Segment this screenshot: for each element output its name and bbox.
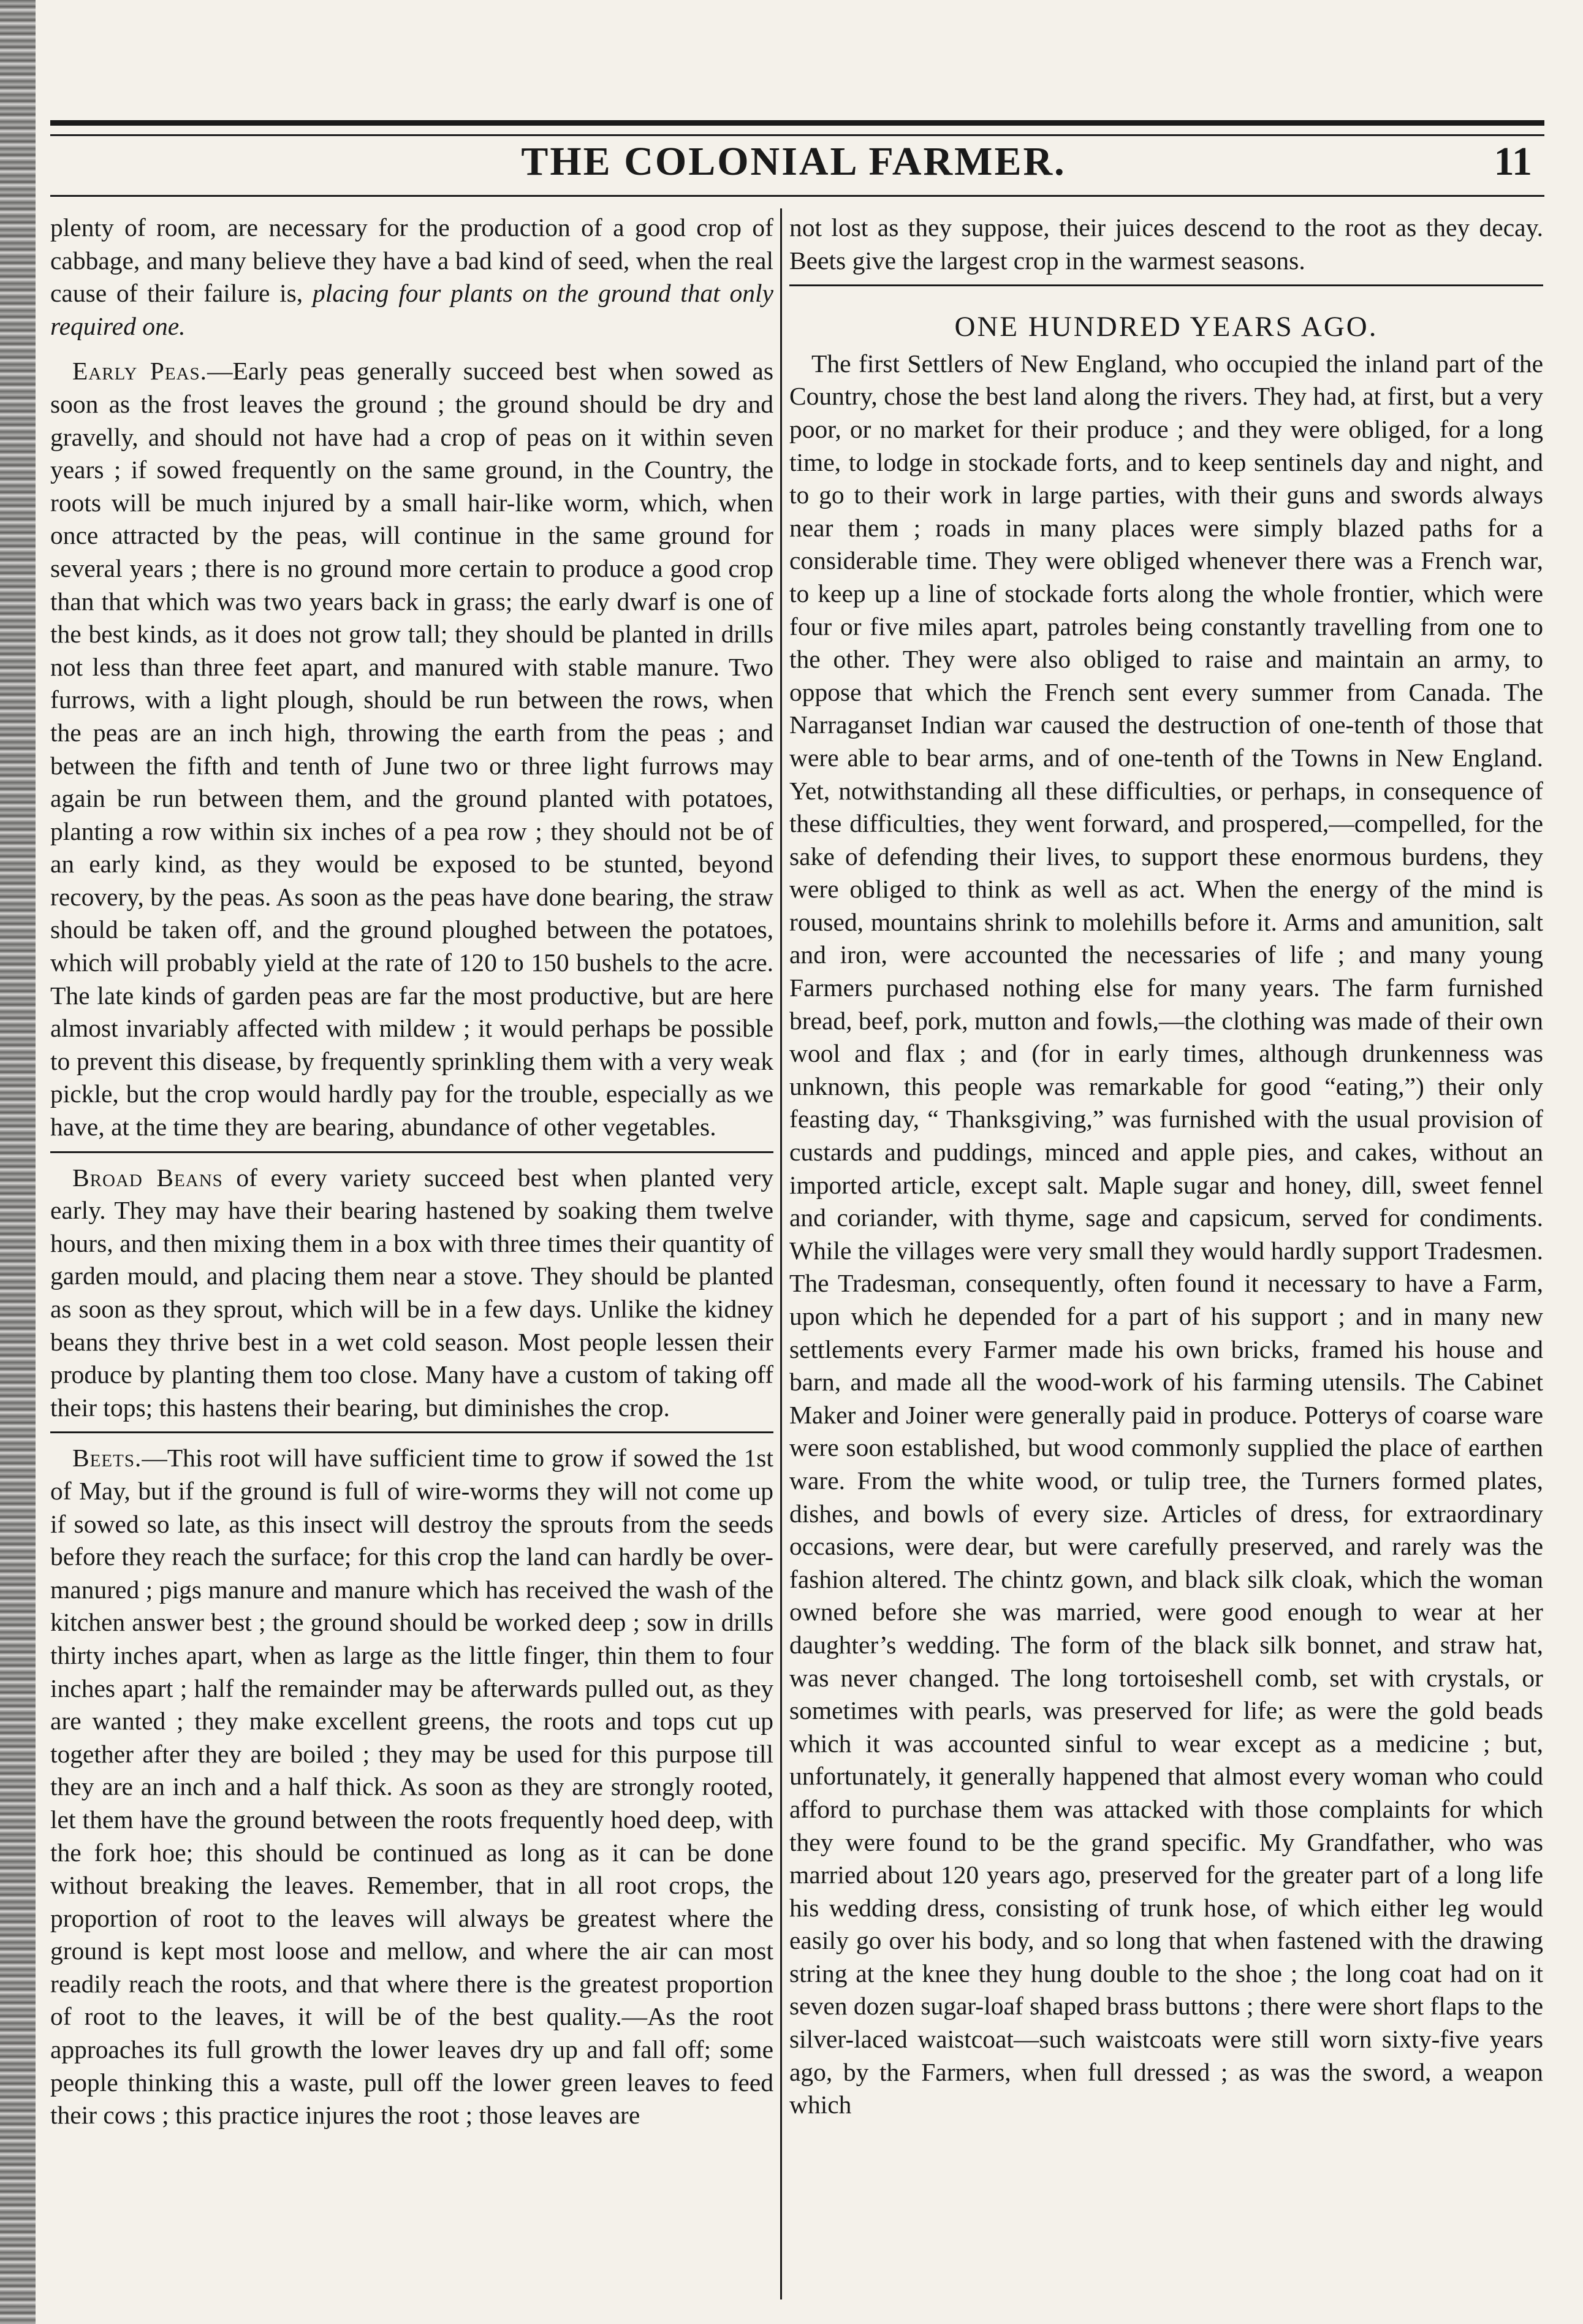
cabbage-paragraph [50, 211, 773, 343]
cabbage-italic-text: placing four plants on the ground that only required one. [50, 279, 773, 340]
page-number: 11 [1494, 139, 1532, 184]
early-peas-text: —Early peas generally succeed best when sowed as soon as the frost leaves the ground ; the ground should be dry and gravelly, and should not have had a crop of peas on it within seven years ; if sowed frequently on the same ground, in the Country, the roots will be much injured by a small hair-like worm, which, when once attracted by the peas, will continue in the same ground for several years ; there is no ground more certain to produce a good crop than that which was two years back in grass; the early dwarf is one of the best kinds, as it does not grow tall; they should be planted in drills not less than three feet apart, and manured with stable manure. Two furrows, with a light plough, should be run between the rows, when the peas are an inch high, throwing the earth from the peas ; and between the fifth and tenth of June two or three light furrows may again be run between them, and the ground planted with potatoes, planting a row within six inches of a pea row ; they should not be of an early kind, as they would be exposed to be stunted, beyond recovery, by the peas. As soon as the peas have done bearing, the straw should be taken off, and the ground ploughed between the potatoes, which will probably yield at the rate of 120 to 150 bushels to the acre. The late kinds of garden peas are far the most productive, but are here almost invariably affected with mildew ; it would perhaps be possible to prevent this disease, by frequently sprinkling them with a very weak pickle, but the crop would hardly pay for the trouble, especially as we have, at the time they are bearing, abundance of other vegetables. [50, 357, 773, 1141]
early-peas-heading: Early Peas. [72, 357, 208, 386]
section-divider [789, 284, 1543, 286]
broad-beans-text: of every variety succeed best when planted very early. They may have their bearing hastened by soaking them twelve hours, and then mixing them in a box with three times their quantity of garden mould, and placing them near a stove. They should be planted as soon as they sprout, which will be in a few days. Unlike the kidney beans they thrive best in a wet cold season. Most people lessen their produce by planting them too close. Many have a custom of taking off their tops; this hastens their bearing, but diminishes the crop. [50, 1163, 773, 1422]
top-rule [50, 120, 1544, 136]
page-binding-edge [0, 0, 36, 2324]
newspaper-page [43, 0, 1544, 2324]
beets-heading: Beets. [72, 1444, 142, 1473]
broad-beans-paragraph [50, 1162, 773, 1425]
header-rule [50, 195, 1544, 197]
beets-text: —This root will have sufficient time to grow if sowed the 1st of May, but if the ground is full of wire-worms they will not come up if sowed so late, as this insect will destroy the sprouts from the seeds before they reach the surface; for this crop the land can hardly be over-manured ; pigs manure and manure which has received the wash of the kitchen answer best ; the ground should be worked deep ; sow in drills thirty inches apart, when as large as the little finger, thin them to four inches apart ; half the remainder may be afterwards pulled out, as they are wanted ; they make excellent greens, the roots and tops cut up together after they are boiled ; they may be used for this purpose till they are an inch and a half thick. As soon as they are strongly rooted, let them have the ground between the roots frequently hoed deep, with the fork hoe; this should be continued as long as it can be done without breaking the leaves. Remember, that in all root crops, the proportion of root to the leaves will always be greatest where the ground is kept most loose and mellow, and where the air can most readily reach the roots, and that where there is the greatest proportion of root to the leaves, it will be of the best quality.—As the root approaches its full growth the lower leaves dry up and fall off; some people thinking this a waste, pull off the lower green leaves to feed their cows ; this practice injures the root ; those leaves are [50, 1444, 773, 2130]
section-divider [50, 1151, 773, 1153]
page-header [43, 139, 1544, 200]
beets-continued-paragraph: not lost as they suppose, their juices descend to the root as they decay. Beets give the largest crop in the warmest seasons. [789, 213, 1543, 275]
article-heading: ONE HUNDRED YEARS AGO. [954, 311, 1378, 343]
left-column [50, 211, 773, 2299]
spacer [50, 343, 773, 355]
page-title: THE COLONIAL FARMER. [521, 139, 1066, 184]
broad-beans-heading: Broad Beans [72, 1163, 223, 1192]
early-peas-paragraph [50, 355, 773, 1143]
hundred-years-paragraph: The first Settlers of New England, who occupied the inland part of the Country, chose the best land along the rivers. They had, at first, but a very poor, or no market for their produce ; and they were obliged, for a long time, to lodge in stockade forts, and to keep sentinels day and night, and to go to their work in large parties, with their guns and swords always near them ; roads in many places were simply blazed paths for a considerable time. They were obliged whenever there was a French war, to keep up a line of stockade forts along the whole frontier, which were four or five miles apart, patroles being constantly travelling from one to the other. They were also obliged to raise and maintain an army, to oppose that which the French sent every summer from Canada. The Narraganset Indian war caused the destruction of one-tenth of those that were able to bear arms, and of one-tenth of the Towns in New England. Yet, notwithstanding all these difficulties, or perhaps, in consequence of these difficulties, they went forward, and prospered,—compelled, for the sake of defending their lives, to support these enormous burdens, they were obliged to think as well as act. When the energy of the mind is roused, mountains shrink to molehills before it. Arms and amunition, salt and iron, were accounted the necessaries of life ; and many young Farmers purchased nothing else for many years. The farm furnished bread, beef, pork, mutton and fowls,—the clothing was made of their own wool and flax ; and (for in early times, although drunkenness was unknown, this people was remarkable for good “eating,”) their only feasting day, “ Thanksgiving,” was furnished with the usual provision of custards and puddings, minced and apple pies, and cakes, without an imported article, except salt. Maple sugar and honey, dill, sweet fennel and coriander, with thyme, sage and capsicum, served for condiments. While the villages were very small they would hardly support Tradesmen. The Tradesman, consequently, often found it necessary to have a Farm, upon which he depended for a part of his support ; and in many new settlements every Farmer made his own bricks, framed his house and barn, and made all the wood-work of his farming utensils. The Cabinet Maker and Joiner were generally paid in produce. Potterys of coarse ware were soon established, but wood commonly supplied the place of earthen ware. From the white wood, or tulip tree, the Turners formed plates, dishes, and bowls of every size. Articles of dress, for extraordinary occasions, were dear, but were carefully preserved, and rarely was the fashion altered. The chintz gown, and black silk cloak, which the woman owned before she was married, were good enough to wear at her daughter’s wedding. The form of the black silk bonnet, and straw hat, was never changed. The long tortoiseshell comb, set with crystals, or sometimes with pearls, was preserved for life; as were the gold beads which it was accounted sinful to wear except as a medicine ; but, unfortunately, it generally happened that almost every woman who could afford to purchase them was attacked with those complaints for which they were found to be the grand specific. My Grandfather, who was married about 120 years ago, preserved for the greater part of a long life his wedding dress, consisting of trunk hose, of which either leg would easily go over his body, and so long that when fastened with the drawing string at the knee they hung double to the shoe ; the long coat had on it seven dozen sugar-loaf shaped brass buttons ; there were short flaps to the silver-laced waistcoat—such waistcoats were still worn sixty-five years ago, by the Farmers, when full dressed ; as was the sword, a weapon which [789, 349, 1543, 2119]
section-divider [50, 1431, 773, 1433]
column-divider [780, 208, 782, 2299]
cabbage-text: plenty of room, are necessary for the production of a good crop of cabbage, and many believe they have a bad kind of seed, when the real cause of their failure is, [50, 213, 773, 308]
beets-paragraph [50, 1442, 773, 2132]
right-column [789, 211, 1543, 2299]
